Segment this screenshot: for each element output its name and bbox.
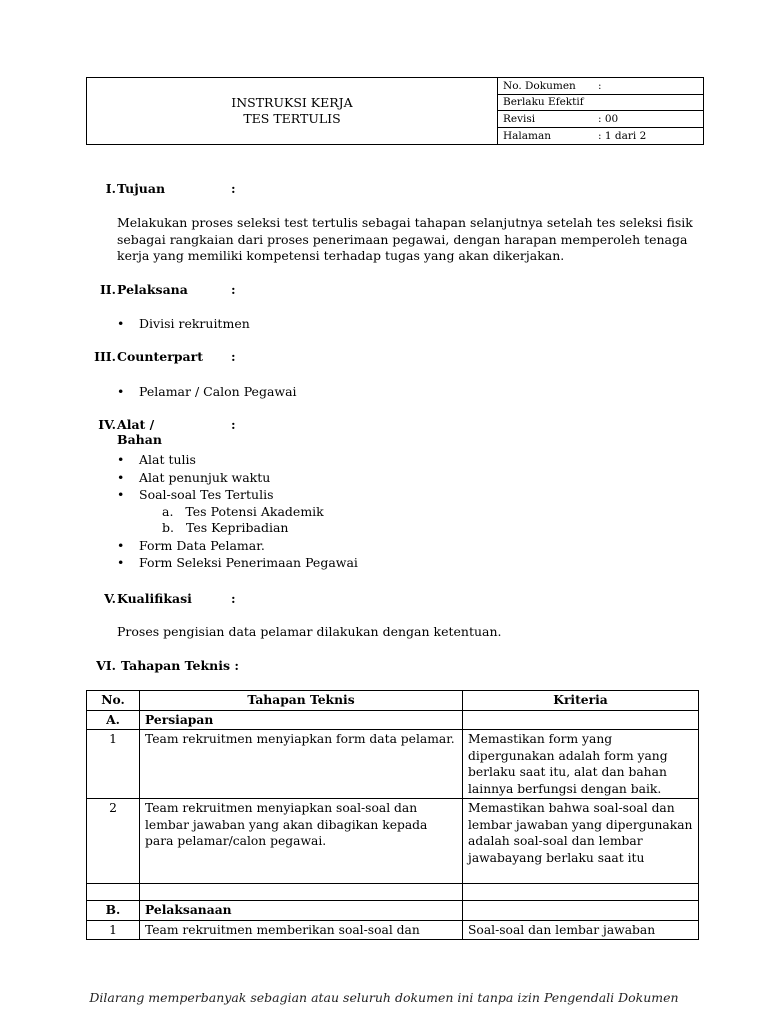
sub-list-item (117, 504, 358, 521)
row-tahapan: Team rekruitmen menyiapkan soal-soal dan lembar jawaban yang akan dibagikan kepada para pelamar/calon pegawai. (140, 799, 463, 884)
section-title: Kualifikasi (117, 591, 192, 606)
alat-bahan-list (117, 451, 358, 572)
row-kriteria: Memastikan form yang dipergunakan adalah form yang berlaku saat itu, alat dan bahan lainnya berfungsi dengan baik. (463, 730, 699, 799)
tahapan-teknis-table (86, 690, 699, 940)
meta-row-revisi (498, 111, 704, 128)
table-cell-empty (463, 710, 699, 730)
row-number: 1 (87, 730, 140, 799)
meta-value: : 1 dari 2 (598, 129, 647, 142)
table-cell-empty (140, 884, 463, 901)
list-item: • Soal-soal Tes Tertulis (117, 486, 358, 504)
meta-label: No. Dokumen (503, 79, 576, 92)
section-title: Counterpart (117, 349, 203, 364)
list-item: • Divisi rekruitmen (117, 315, 250, 333)
section-number: V. (104, 591, 116, 606)
list-item: • Alat tulis (117, 451, 358, 469)
document-title (87, 78, 498, 144)
document-footer: Dilarang memperbanyak sebagian atau seluruh dokumen ini tanpa izin Pengendali Dokumen (89, 990, 679, 1005)
meta-label: Revisi (503, 112, 536, 125)
section-tujuan-text: Melakukan proses seleksi test tertulis sebagai tahapan selanjutnya setelah tes seleksi fisik sebagai rangkaian dari proses penerimaan pegawai, dengan harapan memperoleh tenaga kerja yang memiliki kompetensi terhadap tugas yang akan dikerjakan. (117, 215, 693, 263)
sub-item-mark: b. (162, 520, 174, 535)
section-title: Tahapan Teknis : (121, 658, 239, 673)
document-header (86, 77, 704, 145)
section-number: I. (105, 181, 116, 196)
section-counterpart-heading (86, 349, 203, 364)
column-header-no: No. (87, 691, 140, 711)
meta-value: : (598, 79, 602, 92)
pelaksana-list (117, 315, 250, 333)
section-number: II. (99, 282, 116, 297)
sub-item-text: Tes Kepribadian (185, 520, 289, 535)
list-item: • Pelamar / Calon Pegawai (117, 383, 297, 401)
row-kriteria: Memastikan bahwa soal-soal dan lembar jawaban yang dipergunakan adalah soal-soal dan lembar jawabayang berlaku saat itu (463, 799, 699, 884)
section-tahapan-teknis-heading (86, 658, 239, 673)
section-colon: : (231, 181, 236, 196)
sub-item-text: Tes Potensi Akademik (185, 503, 324, 519)
row-tahapan: Team rekruitmen memberikan soal-soal dan (140, 920, 463, 940)
meta-row-berlaku-efektif (498, 95, 704, 112)
section-alat-bahan-heading (86, 417, 162, 447)
table-group-row-pelaksanaan (87, 901, 699, 921)
section-kualifikasi-heading (86, 591, 192, 606)
group-label: Persiapan (140, 710, 463, 730)
section-kualifikasi-text: Proses pengisian data pelamar dilakukan dengan ketentuan. (117, 624, 502, 639)
section-colon: : (231, 417, 236, 432)
table-row (87, 799, 699, 884)
group-number: B. (87, 901, 140, 921)
section-number: III. (94, 349, 116, 364)
group-number: A. (87, 710, 140, 730)
meta-value: : 00 (598, 112, 619, 125)
section-number: IV. (98, 417, 116, 432)
table-group-row-persiapan (87, 710, 699, 730)
section-pelaksana-heading (86, 282, 188, 297)
table-header-row (87, 691, 699, 711)
table-cell-empty (463, 884, 699, 901)
section-title: Alat / Bahan (117, 417, 162, 447)
row-tahapan: Team rekruitmen menyiapkan form data pelamar. (140, 730, 463, 799)
row-kriteria: Soal-soal dan lembar jawaban (463, 920, 699, 940)
column-header-tahapan: Tahapan Teknis (140, 691, 463, 711)
section-colon: : (231, 591, 236, 606)
column-header-kriteria: Kriteria (463, 691, 699, 711)
sub-item-mark: a. (162, 503, 174, 519)
meta-label: Berlaku Efektif (503, 96, 584, 109)
list-item: • Alat penunjuk waktu (117, 469, 358, 487)
table-row (87, 920, 699, 940)
table-cell-empty (463, 901, 699, 921)
meta-label: Halaman (503, 129, 552, 142)
group-label: Pelaksanaan (140, 901, 463, 921)
document-meta (498, 78, 704, 144)
section-title: Pelaksana (117, 282, 188, 297)
row-number: 2 (87, 799, 140, 884)
title-line-2: TES TERTULIS (243, 111, 341, 126)
table-spacer-row (87, 884, 699, 901)
section-title: Tujuan (117, 181, 166, 196)
section-tujuan-heading (86, 181, 166, 196)
counterpart-list (117, 383, 297, 401)
section-colon: : (231, 282, 236, 297)
sub-list-item (117, 520, 358, 537)
title-line-1: INSTRUKSI KERJA (231, 95, 353, 110)
list-item: • Form Seleksi Penerimaan Pegawai (117, 554, 358, 572)
meta-row-no-dokumen (498, 78, 704, 95)
meta-row-halaman (498, 128, 704, 145)
section-colon: : (231, 349, 236, 364)
section-number: VI. (96, 658, 116, 673)
table-cell-empty (87, 884, 140, 901)
table-row (87, 730, 699, 799)
row-number: 1 (87, 920, 140, 940)
list-item: • Form Data Pelamar. (117, 537, 358, 555)
